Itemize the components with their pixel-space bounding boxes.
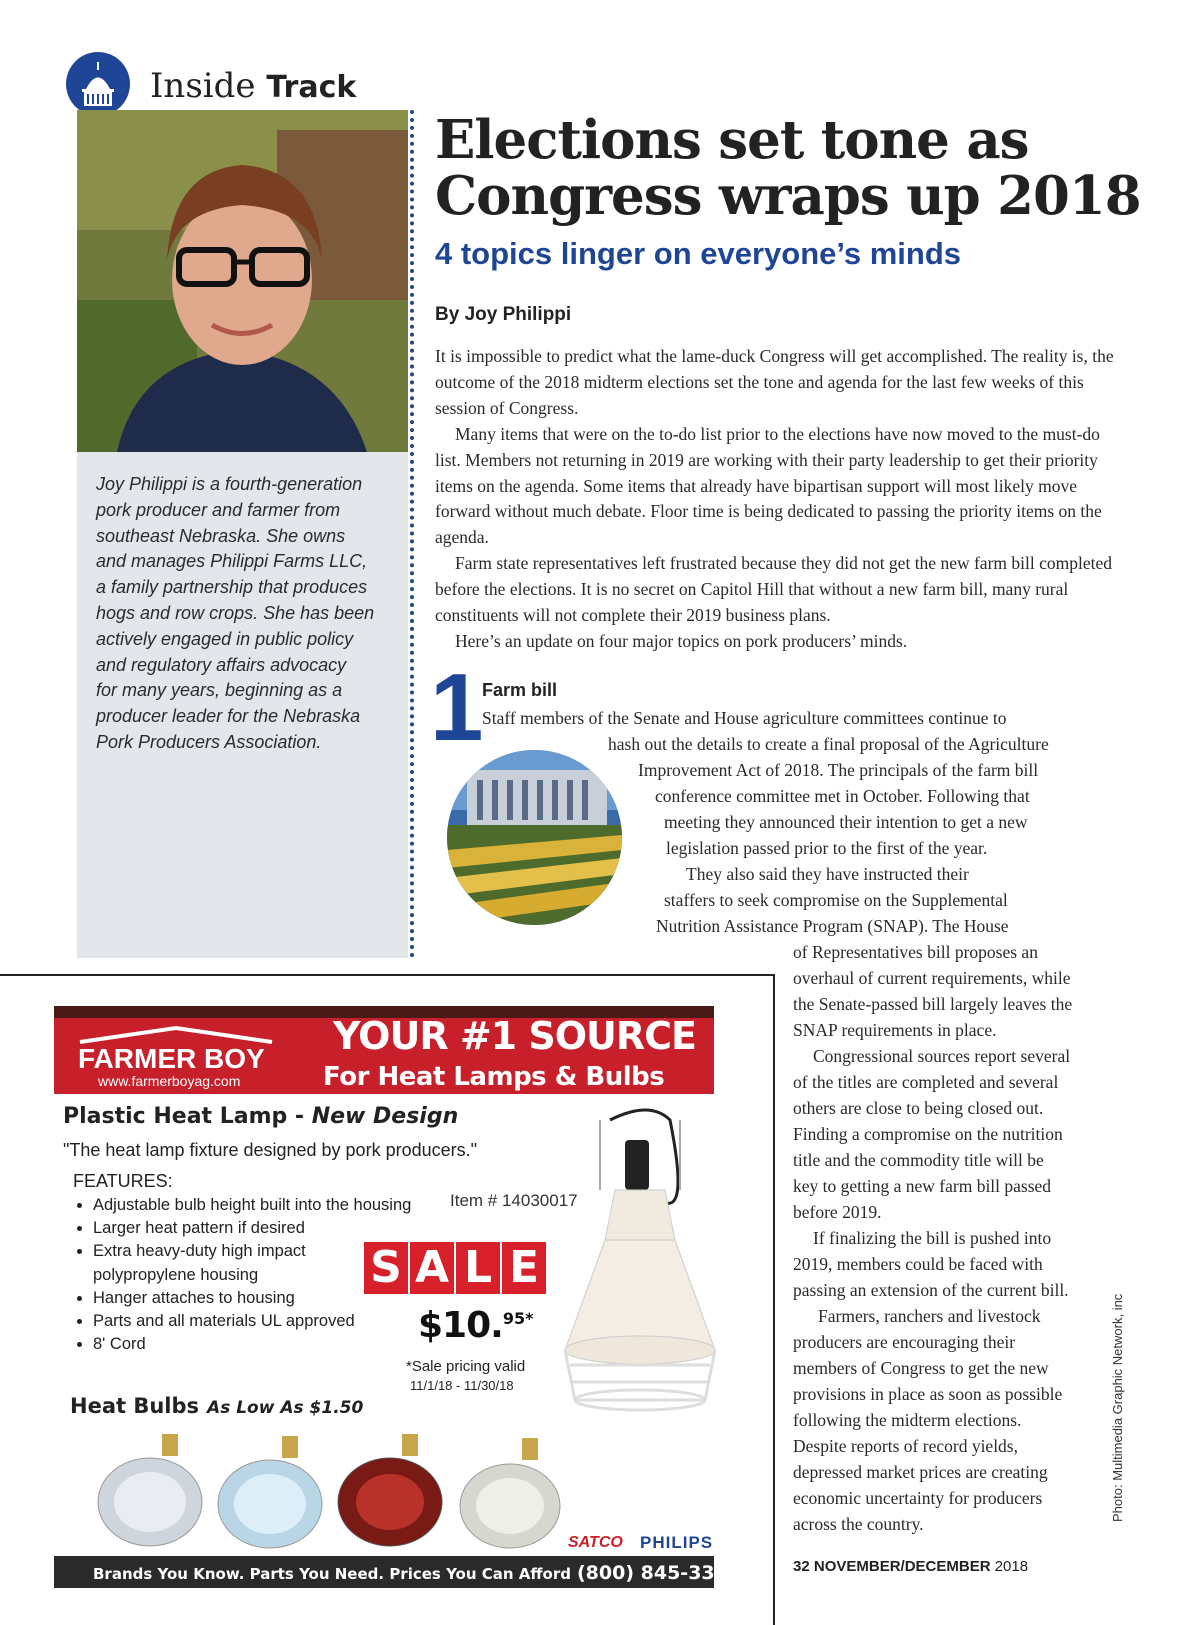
- bio-line: Pork Producers Association.: [96, 731, 322, 752]
- issue-year: 2018: [994, 1558, 1029, 1575]
- body-line: Finding a compromise on the nutrition: [793, 1124, 1063, 1144]
- ad-frame-top: [0, 974, 775, 976]
- product-title-text: Plastic Heat Lamp -: [63, 1104, 312, 1129]
- body-line: Nutrition Assistance Program (SNAP). The House: [656, 916, 1009, 936]
- body-line: key to getting a new farm bill passed: [793, 1176, 1052, 1196]
- features-label: FEATURES:: [73, 1171, 173, 1191]
- body-line: others are close to being closed out.: [793, 1098, 1044, 1118]
- page-number: 32: [793, 1558, 810, 1575]
- body-line: provisions in place as soon as possible: [793, 1384, 1063, 1404]
- ad-tagline-1: YOUR #1 SOURCE: [333, 1014, 696, 1058]
- paragraph: Farm state representatives left frustrated because they did not get the new farm bill completed before the elections. It is no secret on Capitol Hill that without a new farm bill, many rural constituents will not complete their 2019 business plans.: [435, 553, 1112, 626]
- topic-number: 1: [430, 654, 484, 761]
- body-line: of Representatives bill proposes an: [793, 942, 1038, 962]
- ad-frame-right: [773, 974, 775, 1625]
- body-line: Staff members of the Senate and House agriculture committees continue to: [482, 708, 1007, 728]
- capitol-dome-icon: [66, 52, 130, 116]
- price-cents: 95*: [502, 1309, 534, 1328]
- body-line: staffers to seek compromise on the Supplemental: [664, 890, 1008, 910]
- heat-bulbs-image: [90, 1432, 570, 1550]
- sale-letter: S: [364, 1242, 408, 1294]
- author-bio: [96, 472, 396, 756]
- product-title-em: New Design: [311, 1104, 459, 1129]
- feature-item: • Hanger attaches to housing: [93, 1287, 423, 1310]
- body-line: They also said they have instructed their: [686, 864, 969, 884]
- photo-credit: Photo: Multimedia Graphic Network, inc: [1110, 1293, 1125, 1522]
- product-title: [63, 1104, 458, 1129]
- column-divider: [410, 110, 414, 958]
- bio-line: hogs and row crops. She has been: [96, 602, 375, 623]
- feature-item: • Parts and all materials UL approved: [93, 1310, 423, 1333]
- sale-price: [418, 1305, 533, 1346]
- body-line: Congressional sources report several: [813, 1046, 1071, 1066]
- section-title-inside: Inside: [150, 66, 256, 106]
- body-line: conference committee met in October. Following that: [655, 786, 1030, 806]
- body-line: economic uncertainty for producers: [793, 1488, 1043, 1508]
- product-quote: "The heat lamp fixture designed by pork producers.": [63, 1140, 477, 1160]
- body-line: depressed market prices are creating: [793, 1462, 1048, 1482]
- intro-text: [435, 344, 1115, 655]
- sale-letter: A: [410, 1242, 454, 1294]
- satco-logo: SATCO: [568, 1534, 623, 1551]
- issue-month: NOVEMBER/DECEMBER: [813, 1558, 991, 1575]
- ad-brand: FARMER BOY: [78, 1043, 265, 1074]
- sale-letter: E: [502, 1242, 546, 1294]
- section-title-track: Track: [266, 70, 357, 105]
- heat-bulbs-label: Heat Bulbs: [70, 1394, 200, 1418]
- sale-badge: [364, 1236, 548, 1296]
- heat-bulbs-price: As Low As $1.50: [207, 1398, 364, 1418]
- bio-line: actively engaged in public policy: [96, 628, 354, 649]
- sale-note: *Sale pricing valid: [406, 1358, 526, 1375]
- ad-slogan: Brands You Know. Parts You Need. Prices You Can Afford: [93, 1565, 571, 1583]
- sale-dates: 11/1/18 - 11/30/18: [410, 1378, 514, 1393]
- body-line: title and the commodity title will be: [793, 1150, 1044, 1170]
- heat-lamp-image: [540, 1100, 740, 1430]
- bio-line: southeast Nebraska. She owns: [96, 525, 346, 546]
- headline-line-2: Congress wraps up 2018: [435, 165, 1141, 227]
- page-folio: [793, 1558, 1028, 1575]
- body-line: 2019, members could be faced with: [793, 1254, 1043, 1274]
- ad-phone[interactable]: (800) 845-3374: [577, 1562, 742, 1584]
- body-line: Despite reports of record yields,: [793, 1436, 1018, 1456]
- body-line: If finalizing the bill is pushed into: [813, 1228, 1052, 1248]
- sale-letter: L: [456, 1242, 500, 1294]
- body-line: overhaul of current requirements, while: [793, 968, 1071, 988]
- headline: [435, 109, 1175, 227]
- body-line: meeting they announced their intention to get a new: [664, 812, 1028, 832]
- bio-line: and regulatory affairs advocacy: [96, 654, 347, 675]
- ad-url[interactable]: www.farmerboyag.com: [98, 1073, 241, 1089]
- body-line: SNAP requirements in place.: [793, 1020, 997, 1040]
- philips-logo: PHILIPS: [640, 1533, 714, 1552]
- body-line: Improvement Act of 2018. The principals of the farm bill: [638, 760, 1039, 780]
- body-line: producers are encouraging their: [793, 1332, 1016, 1352]
- topic-heading: Farm bill: [482, 680, 558, 700]
- body-line: hash out the details to create a final proposal of the Agriculture: [608, 734, 1049, 754]
- body-line: members of Congress to get the new: [793, 1358, 1049, 1378]
- feature-item: • Larger heat pattern if desired: [93, 1217, 423, 1240]
- body-line: Farmers, ranchers and livestock: [818, 1306, 1041, 1326]
- subheadline: 4 topics linger on everyone’s minds: [435, 236, 962, 271]
- body-line: across the country.: [793, 1514, 924, 1534]
- ad-footer-text: [93, 1562, 741, 1584]
- item-number: Item # 14030017: [450, 1191, 578, 1210]
- barn-roof-icon: [76, 1024, 276, 1044]
- body-line: of the titles are completed and several: [793, 1072, 1059, 1092]
- bio-line: for many years, beginning as a: [96, 680, 343, 701]
- feature-item: • 8' Cord: [93, 1333, 423, 1356]
- body-line: the Senate-passed bill largely leaves the: [793, 994, 1073, 1014]
- body-line: passing an extension of the current bill.: [793, 1280, 1069, 1300]
- paragraph: Many items that were on the to-do list prior to the elections have now moved to the must-do list. Members not returning in 2019 are working with their party leadership to get their priority items on the agenda. Some items that already have bipartisan support will most likely move forward without much debate. Floor time is being dedicated to passing the priority items on the agenda.: [435, 423, 1102, 548]
- bio-line: Joy Philippi is a fourth-generation: [96, 474, 363, 494]
- bio-line: a family partnership that produces: [96, 577, 368, 598]
- bio-line: pork producer and farmer from: [96, 499, 341, 520]
- bio-line: and manages Philippi Farms LLC,: [96, 551, 368, 572]
- feature-item: • Extra heavy-duty high impact polypropylene housing: [93, 1240, 363, 1286]
- bio-line: producer leader for the Nebraska: [96, 706, 361, 727]
- section-title: [150, 66, 356, 106]
- author-photo: [77, 110, 408, 452]
- body-line: following the midterm elections.: [793, 1410, 1022, 1430]
- body-line: before 2019.: [793, 1202, 882, 1222]
- capitol-cornfield-image: [447, 750, 622, 925]
- heat-bulbs-heading: [70, 1394, 363, 1418]
- ad-tagline-2: For Heat Lamps & Bulbs: [323, 1062, 665, 1092]
- price-main: $10.: [418, 1305, 503, 1346]
- body-line: legislation passed prior to the first of the year.: [666, 838, 988, 858]
- byline: By Joy Philippi: [435, 304, 572, 325]
- paragraph: Here’s an update on four major topics on pork producers’ minds.: [455, 630, 908, 651]
- headline-line-1: Elections set tone as: [435, 109, 1029, 171]
- feature-item: • Adjustable bulb height built into the housing: [93, 1194, 423, 1217]
- paragraph: It is impossible to predict what the lame-duck Congress will get accomplished. The reality is, the outcome of the 2018 midterm elections set the tone and agenda for the last few weeks of this session of Congress.: [435, 346, 1114, 418]
